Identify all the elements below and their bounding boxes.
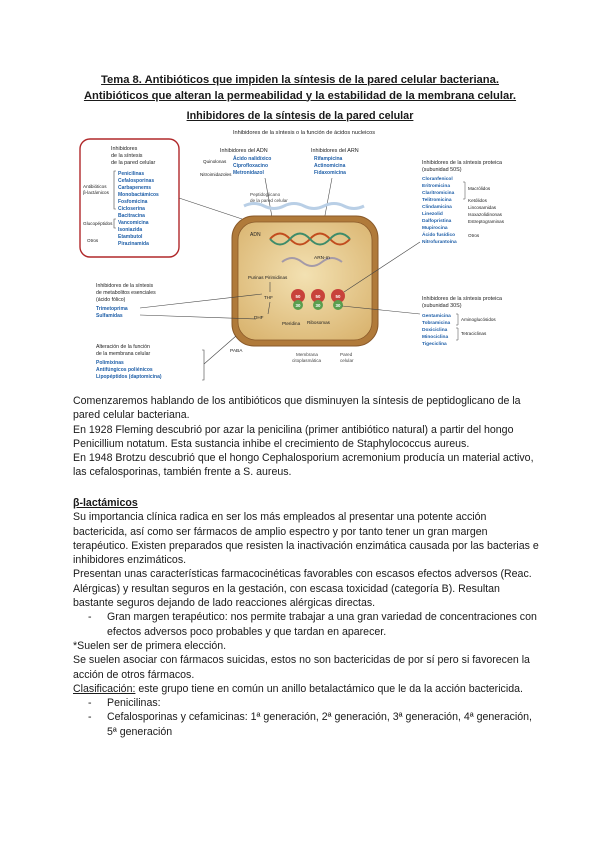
page-title	[60, 73, 540, 104]
protein30-group: Aminoglucósidos	[461, 317, 496, 322]
protein30-drug: Tigeciclina	[422, 342, 447, 347]
protein50-drug: Cloranfenicol	[422, 177, 453, 182]
adn-drug: Ácido nalidíxico	[233, 156, 272, 162]
adn-cell-label: ADN	[250, 232, 261, 238]
ribo-number: 50	[315, 294, 321, 299]
adn-drug: Metronidazol	[233, 170, 264, 176]
bullet-text: Gran margen terapéutico: nos permite trabajar a una gran variedad de concentraciones con efectos adversos poco probables y que tardan en aparecer.	[107, 611, 537, 638]
membrane-drug: Lipopéptidos (daptomicina)	[96, 374, 162, 380]
note: Se suelen asociar con fármacos suicidas, estos no son bactericidas de por sí pero si favorecen la acción de otros fármacos.	[73, 654, 530, 681]
protein50-drug: Ácido fusídico	[422, 233, 456, 238]
bullet-item	[73, 710, 543, 739]
ribosomas-label: Ribosomas	[307, 320, 330, 325]
wall-drug: Etambutol	[118, 234, 143, 240]
wall-group-label: Otros	[87, 238, 99, 243]
metab-drug: Sulfamidas	[96, 313, 123, 319]
wall-drug: Carbapenems	[118, 185, 152, 191]
bullet-dash: -	[88, 711, 92, 724]
intro-section	[73, 394, 543, 480]
dhf-label: DHF	[254, 315, 264, 320]
bullet-item	[73, 696, 543, 710]
wall-group-label: Glucopéptidos	[83, 221, 113, 226]
wall-drug: Cicloserina	[118, 206, 145, 212]
wall-drug: Isoniazida	[118, 227, 143, 233]
peptidoglycan-label: Peptidoglicano	[250, 192, 281, 197]
note: *Suelen ser de primera elección.	[73, 639, 227, 652]
membrana-label: Membrana	[296, 352, 318, 357]
protein50-drug: Telitromicina	[422, 198, 452, 203]
protein30-title: (subunidad 30S)	[422, 303, 462, 309]
ribo-number: 50	[335, 294, 341, 299]
bullet-item	[73, 610, 543, 639]
bullet-dash: -	[88, 611, 92, 624]
bullet-text: Penicilinas:	[107, 697, 161, 710]
protein50-drug: Nitrofurantoína	[422, 240, 457, 245]
wall-title-1: Inhibidores	[111, 146, 138, 152]
arn-drug: Fidaxomicina	[314, 170, 346, 176]
protein30-drug: Gentamicina	[422, 314, 451, 319]
protein50-drug: Dalfopristina	[422, 219, 452, 224]
protein50-title: (subunidad 50S)	[422, 167, 462, 173]
wall-drug: Monobactámicos	[118, 192, 159, 198]
pared-label: Pared	[340, 352, 353, 357]
bullet-dash: -	[88, 697, 92, 710]
arn-drug: Actinomicina	[314, 163, 346, 169]
wall-drug: Vancomicina	[118, 220, 149, 226]
wall-group-label: Antibióticos	[83, 184, 107, 189]
figure-subtitle: Inhibidores de la síntesis de la pared celular	[186, 110, 414, 122]
intro-paragraph: Comenzaremos hablando de los antibióticos que disminuyen la síntesis de peptidoglicano de la pared celular bacteriana.	[73, 395, 521, 422]
beta-lactam-section	[73, 496, 543, 739]
protein30-drug: Tobramicina	[422, 321, 451, 326]
pteridina-label: Pteridina	[282, 321, 301, 326]
metab-title: de metabolitos esenciales	[96, 290, 156, 296]
protein50-group: Ketólidos	[468, 198, 487, 203]
arn-drug: Rifampicina	[314, 156, 343, 162]
purinas-label: Purinas Pirimidinas	[248, 275, 288, 280]
section-title: β-lactámicos	[73, 497, 138, 509]
title-line-1: Tema 8. Antibióticos que impiden la síntesis de la pared celular bacteriana.	[101, 74, 499, 86]
classification-label: Clasificación:	[73, 682, 136, 695]
body-paragraph: Presentan unas características farmacocinéticas favorables con escasos efectos adversos (Reac. Alérgicas) y resultan seguros en la gestación, con escasa toxicidad (categoría B). Resultan bastante seguros dejando de lado reacciones alérgicas directas.	[73, 568, 532, 610]
adn-group: Nitroimidazoles	[200, 172, 232, 177]
title-line-2: Antibióticos que alteran la permeabilidad y la estabilidad de la membrana celular.	[83, 89, 517, 102]
intro-paragraph: En 1928 Fleming descubrió por azar la penicilina (primer antibiótico natural) a partir del hongo Penicillium notatum. Esta sustancia inhibe el crecimiento de Staphylococcus aureus.	[73, 423, 514, 450]
peptidoglycan-label: de la pared celular	[250, 198, 288, 203]
metab-drug: Trimetoprima	[96, 306, 128, 312]
protein30-drug: Minociclina	[422, 335, 449, 340]
intro-paragraph: En 1948 Brotzu descubrió que el hongo Cephalosporium acremonium producía un material activo, las cefalosporinas, también frente a S. aureus.	[73, 452, 534, 479]
bullet-text: Cefalosporinas y cefamicinas: 1ª generación, 2ª generación, 3ª generación, 4ª generación, 5ª generación	[107, 711, 532, 738]
protein50-group: Estreptograminas	[468, 219, 505, 224]
protein50-group: Lincosamidas	[468, 205, 497, 210]
wall-title-3: de la pared celular	[111, 160, 156, 166]
membrane-drug: Polimixinas	[96, 360, 124, 366]
metab-title: (ácido fólico)	[96, 297, 126, 303]
classification-paragraph	[73, 682, 543, 696]
wall-drug: Penicilinas	[118, 171, 145, 177]
wall-drug: Cefalosporinas	[118, 178, 155, 184]
protein50-group: Macrólidos	[468, 186, 491, 191]
protein50-drug: Claritromicina	[422, 191, 455, 196]
ribo-number: 30	[315, 303, 321, 308]
ribo-number: 50	[295, 294, 301, 299]
membrana-label: citoplasmática	[292, 358, 322, 363]
wall-drug: Pirazinamida	[118, 241, 149, 247]
protein50-drug: Eritromicina	[422, 184, 450, 189]
arn-title: Inhibidores del ARN	[311, 148, 359, 154]
thf-label: THF	[264, 295, 273, 300]
protein50-group: Otros	[468, 233, 480, 238]
protein50-title: Inhibidores de la síntesis proteica	[422, 160, 503, 166]
protein50-group: Isoxazolidinonas	[468, 212, 502, 217]
membrane-drug: Antifúngicos poliénicos	[96, 367, 153, 373]
adn-title: Inhibidores del ADN	[220, 148, 268, 154]
fig-top-label: Inhibidores de la síntesis o la función de ácidos nucleicos	[232, 130, 376, 136]
body-paragraph: Su importancia clínica radica en ser los más empleados al presentar una potente acción bactericida, así como ser fármacos de amplio espectro y por tanto tener un gran margen terapéutico. Existen preparados que resisten la inactivación enzimática causada por las bacterias e inhibidores enzimáticos.	[73, 511, 539, 567]
ribo-number: 30	[295, 303, 301, 308]
wall-title-2: de la síntesis	[111, 153, 143, 159]
membrane-title: de la membrana celular	[96, 351, 151, 357]
adn-drug: Ciprofloxacino	[233, 163, 269, 169]
pared-label: celular	[340, 358, 354, 363]
wall-drug: Fosfomicina	[118, 199, 148, 205]
arn-cell-label: ARN-m	[314, 256, 330, 261]
paba-label: PABA	[230, 349, 243, 354]
wall-group-label: β-lactámicos	[83, 190, 109, 195]
membrane-title: Alteración de la función	[96, 344, 150, 350]
protein30-group: Tetraciclinas	[461, 331, 487, 336]
bacterial-cell	[238, 222, 372, 340]
adn-group: Quinolonas	[203, 159, 227, 164]
protein50-drug: Mupirocina	[422, 226, 448, 231]
protein30-title: Inhibidores de la síntesis proteica	[422, 296, 503, 302]
wall-drug: Bacitracina	[118, 213, 145, 219]
protein30-drug: Doxiciclina	[422, 328, 448, 333]
classification-text: este grupo tiene en común un anillo betalactámico que le da la acción bactericida.	[135, 682, 523, 695]
antibiotic-targets-diagram	[70, 124, 532, 386]
ribo-number: 30	[335, 303, 341, 308]
protein50-drug: Linezolid	[422, 212, 443, 217]
metab-title: Inhibidores de la síntesis	[96, 283, 154, 289]
protein50-drug: Clindamicina	[422, 205, 452, 210]
